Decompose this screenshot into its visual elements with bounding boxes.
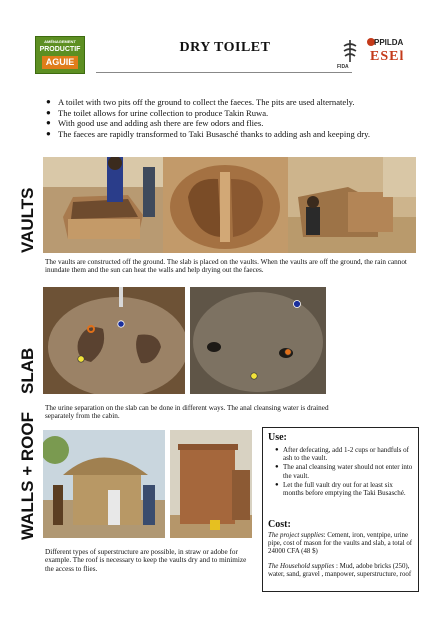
logo-line3: AGUIE (42, 56, 78, 69)
use-item-text: Let the full vault dry out for at least six months before emptying the Taki Busasché. (283, 480, 406, 498)
use-list (275, 446, 415, 498)
cost-heading: Cost: (268, 519, 291, 530)
section-label-vaults: VAULTS (18, 187, 37, 253)
logo-line2: PRODUCTIF (39, 46, 81, 53)
project-supplies-label: The project supplies (268, 532, 324, 539)
household-supplies (268, 563, 413, 579)
bullet-text: With good use and adding ash there are few odors and flies. (58, 118, 264, 129)
intro-bullet (46, 129, 426, 140)
use-item-text: After defecating, add 1-2 cups or handfuls of ash to the vault. (283, 446, 409, 463)
walls-photo-adobe (170, 430, 252, 538)
vaults-caption: The vaults are constructed off the ground. The slab is placed on the vaults. When the vaults are off the ground, the rain cannot inundate them and the sun can heat the walls and help drying out the faeces. (45, 258, 407, 275)
household-supplies-text: : Mud, adobe bricks (250), water, sand, gravel , manpower, superstructure, roof (268, 563, 412, 579)
vaults-photo-pits (163, 157, 288, 253)
bullet-icon: ● (46, 97, 51, 106)
use-item (275, 481, 415, 497)
bullet-text: A toilet with two pits off the ground to collect the faeces. The pits are used alternately. (58, 97, 355, 107)
project-supplies (268, 532, 413, 557)
use-item-text: The anal cleansing water should not enter into the vault. (283, 463, 413, 480)
walls-roof-caption: Different types of superstructure are possible, in straw or adobe for example. The roof is necessary to keep the vaults dry and to minimize the access to flies. (45, 548, 247, 573)
slab-photo-left (43, 287, 185, 394)
vaults-photo-worker (288, 157, 416, 253)
page-title: DRY TOILET (179, 40, 271, 55)
household-supplies-label: The Household supplies (268, 563, 335, 570)
bullet-icon: ● (275, 464, 279, 471)
bullet-text: The toilet allows for urine collection to produce Takin Ruwa. (58, 107, 269, 118)
use-item (275, 446, 415, 462)
aguie-logo (35, 36, 85, 74)
slab-caption: The urine separation on the slab can be done in different ways. The anal cleansing water is drained separately from the cabin. (45, 404, 329, 421)
logo-line1: AMÉNAGEMENT (44, 39, 76, 44)
section-label-slab: SLAB (18, 347, 37, 394)
vaults-photo-construction (43, 157, 163, 253)
intro-bullet (46, 108, 426, 119)
title-divider (96, 72, 352, 73)
bullet-icon: ● (275, 481, 279, 488)
bullet-icon: ● (46, 107, 51, 117)
ppilda-name: PPILDA (374, 38, 404, 47)
intro-bullet (46, 118, 426, 129)
bullet-icon: ● (46, 118, 51, 128)
use-heading: Use: (268, 432, 287, 443)
fida-label: FIDA (337, 64, 349, 70)
project-supplies-text: : Cement, iron, ventpipe, urine pipe, cost of mason for the vaults and slab, a total of 24000 CFA (48 $) (268, 532, 413, 556)
bullet-icon: ● (46, 128, 51, 138)
bullet-icon: ● (275, 447, 279, 453)
use-cost-box (262, 427, 419, 592)
intro-bullet-list (46, 97, 426, 139)
ppilda-logo (366, 36, 416, 70)
walls-photo-straw (43, 430, 165, 538)
intro-bullet (46, 97, 426, 108)
ppilda-subtitle: ESEl (370, 49, 405, 64)
section-label-walls-roof: WALLS + ROOF (18, 412, 37, 540)
slab-photo-right (190, 287, 326, 394)
bullet-text: The faeces are rapidly transformed to Taki Busasché thanks to adding ash and keeping dry. (58, 128, 371, 139)
use-item (275, 463, 415, 479)
